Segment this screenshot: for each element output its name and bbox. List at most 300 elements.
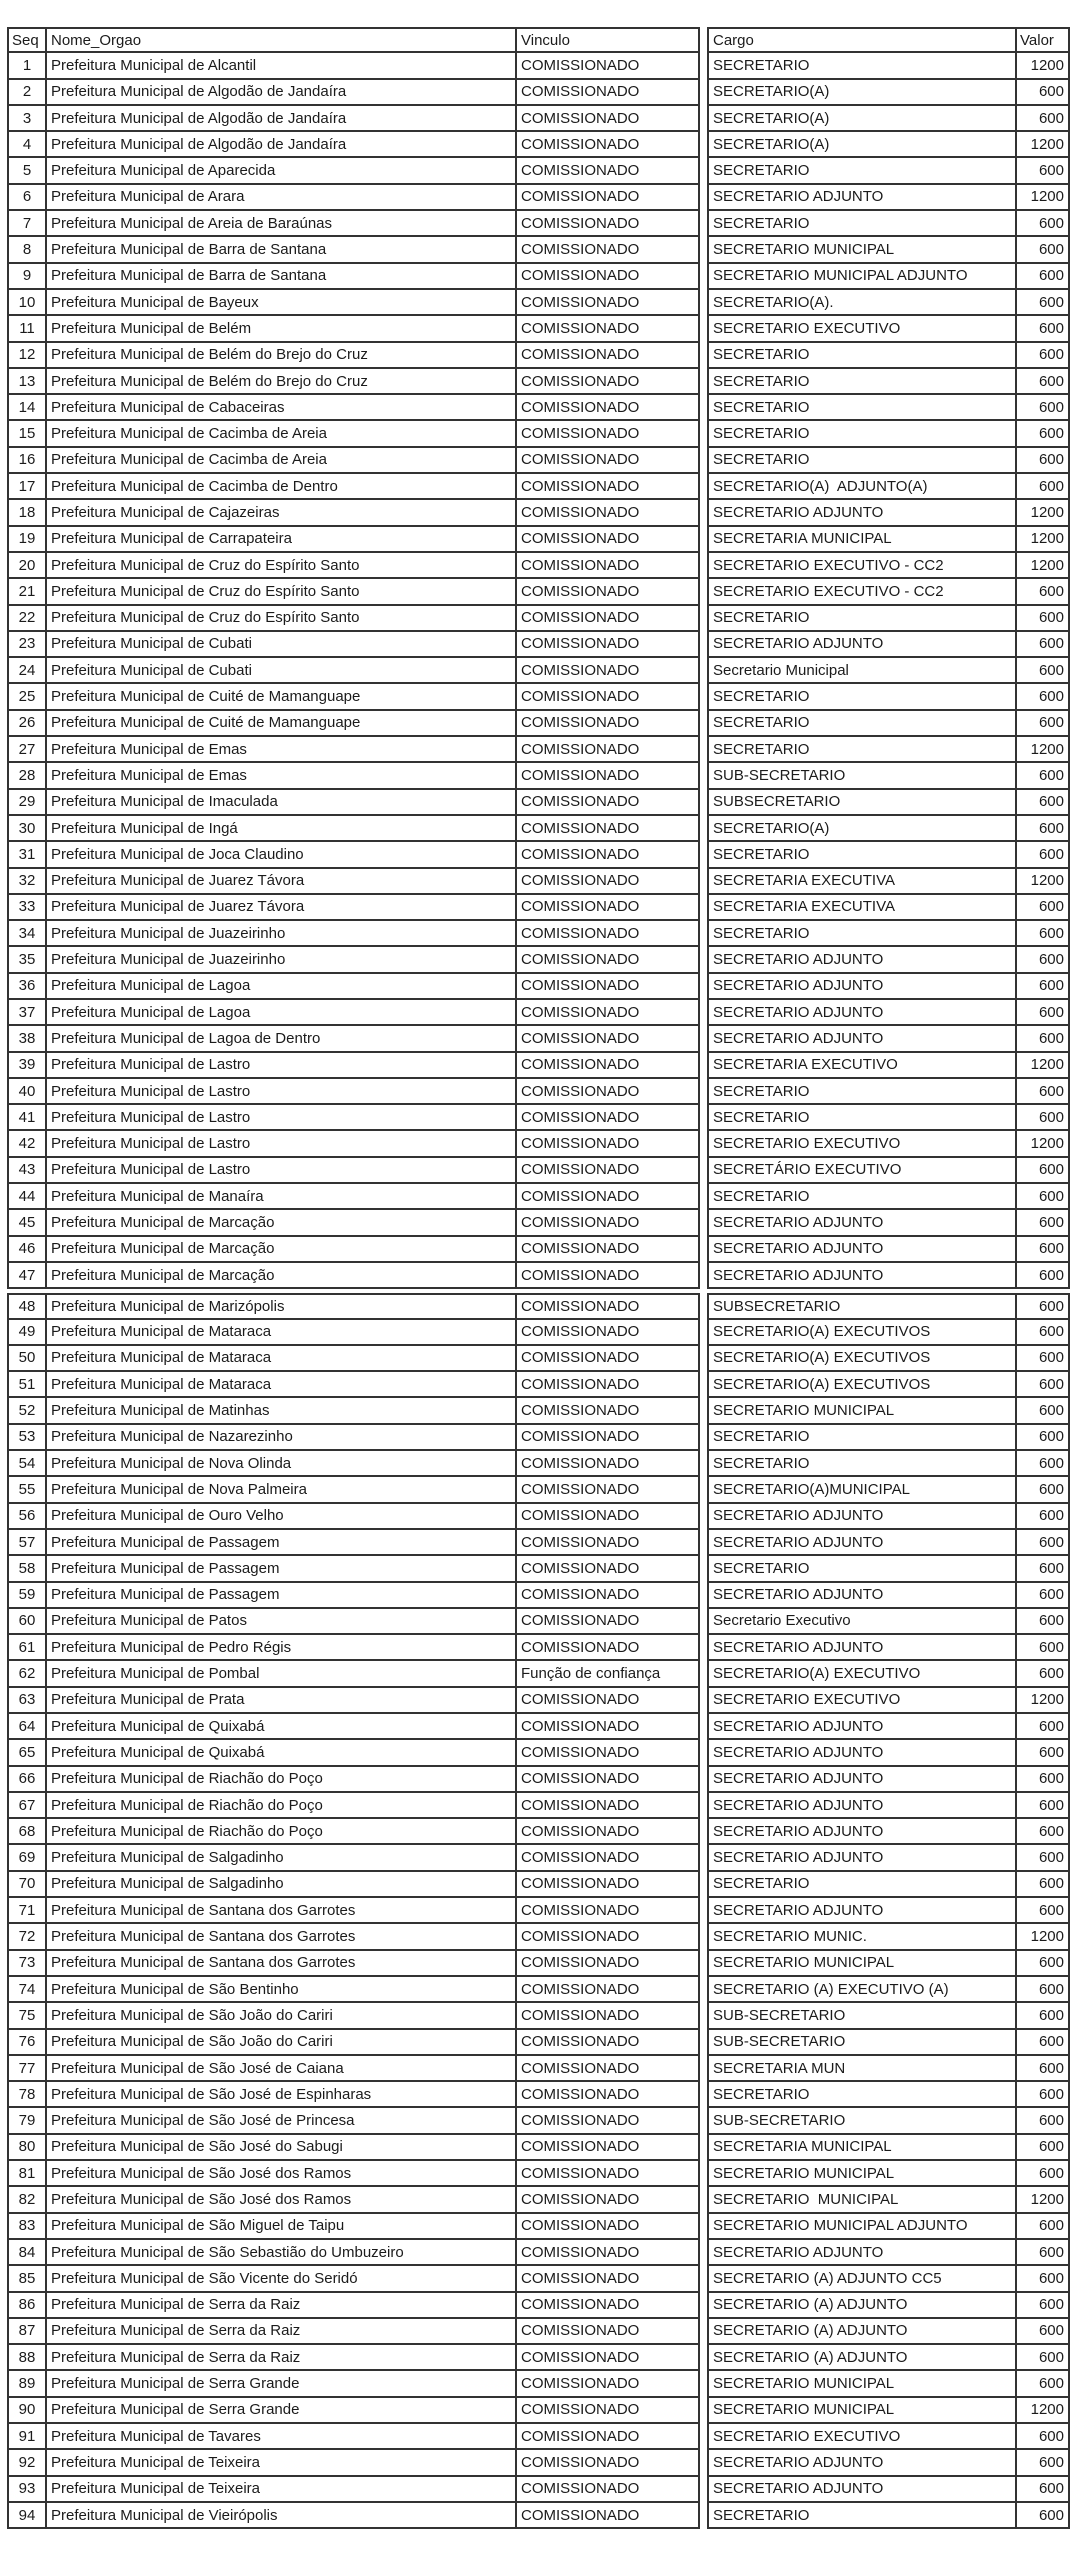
seq-cell: 18 [7,500,45,526]
nome-orgao-cell: Prefeitura Municipal de São Vicente do Seridó [45,2266,515,2292]
seq-cell: 79 [7,2108,45,2134]
cargo-cell: SECRETARIO ADJUNTO [707,974,1015,1000]
cargo-cell: SECRETARIO ADJUNTO [707,1000,1015,1026]
column-gap [700,1924,707,1950]
vinculo-cell: COMISSIONADO [515,1898,700,1924]
table-row [7,1026,1070,1052]
column-gap [700,658,707,684]
column-gap [700,1346,707,1372]
seq-cell: 94 [7,2503,45,2529]
nome-orgao-cell: Prefeitura Municipal de São Sebastião do Umbuzeiro [45,2240,515,2266]
table-row [7,1688,1070,1714]
cargo-cell: SECRETARIO ADJUNTO [707,1530,1015,1556]
column-gap [700,2187,707,2213]
table-row [7,1898,1070,1924]
column-gap [700,1767,707,1793]
table-row [7,1263,1070,1289]
valor-cell: 600 [1015,2135,1070,2161]
vinculo-cell: COMISSIONADO [515,1372,700,1398]
vinculo-cell: COMISSIONADO [515,1320,700,1346]
valor-cell: 600 [1015,658,1070,684]
valor-cell: 600 [1015,474,1070,500]
cargo-cell: SECRETARIO ADJUNTO [707,2240,1015,2266]
col-header-vinculo: Vinculo [515,27,700,53]
seq-cell: 61 [7,1635,45,1661]
nome-orgao-cell: Prefeitura Municipal de Serra da Raiz [45,2319,515,2345]
cargo-cell: SECRETARIA MUN [707,2056,1015,2082]
column-gap [700,842,707,868]
seq-cell: 84 [7,2240,45,2266]
valor-cell: 600 [1015,2056,1070,2082]
vinculo-cell: COMISSIONADO [515,185,700,211]
table-row [7,974,1070,1000]
nome-orgao-cell: Prefeitura Municipal de Riachão do Poço [45,1793,515,1819]
valor-cell: 600 [1015,2082,1070,2108]
table-row [7,1477,1070,1503]
cargo-cell: SECRETARIO ADJUNTO [707,1793,1015,1819]
seq-cell: 92 [7,2450,45,2476]
vinculo-cell: COMISSIONADO [515,1951,700,1977]
cargo-cell: SECRETARIO [707,2503,1015,2529]
valor-cell: 600 [1015,316,1070,342]
nome-orgao-cell: Prefeitura Municipal de Ingá [45,816,515,842]
seq-cell: 68 [7,1819,45,1845]
column-gap [700,711,707,737]
vinculo-cell: COMISSIONADO [515,369,700,395]
cargo-cell: SECRETARIA EXECUTIVO [707,1053,1015,1079]
vinculo-cell: COMISSIONADO [515,2082,700,2108]
column-gap [700,2056,707,2082]
col-header-nome-orgao: Nome_Orgao [45,27,515,53]
table-row [7,1079,1070,1105]
seq-cell: 28 [7,763,45,789]
column-gap [700,2240,707,2266]
nome-orgao-cell: Prefeitura Municipal de Imaculada [45,790,515,816]
cargo-cell: SUB-SECRETARIO [707,2108,1015,2134]
column-gap [700,632,707,658]
cargo-cell: SECRETARIO [707,1184,1015,1210]
valor-cell: 600 [1015,1000,1070,1026]
valor-cell: 600 [1015,816,1070,842]
seq-cell: 48 [7,1293,45,1319]
seq-cell: 77 [7,2056,45,2082]
vinculo-cell: COMISSIONADO [515,763,700,789]
column-gap [700,1053,707,1079]
nome-orgao-cell: Prefeitura Municipal de Emas [45,763,515,789]
vinculo-cell: COMISSIONADO [515,842,700,868]
valor-cell: 600 [1015,1583,1070,1609]
seq-cell: 89 [7,2371,45,2397]
nome-orgao-cell: Prefeitura Municipal de Lastro [45,1079,515,1105]
cargo-cell: SECRETARIO (A) ADJUNTO CC5 [707,2266,1015,2292]
valor-cell: 600 [1015,1977,1070,2003]
column-gap [700,2345,707,2371]
column-gap [700,1793,707,1819]
valor-cell: 600 [1015,711,1070,737]
vinculo-cell: COMISSIONADO [515,1635,700,1661]
seq-cell: 93 [7,2477,45,2503]
table-row [7,1819,1070,1845]
vinculo-cell: COMISSIONADO [515,1767,700,1793]
valor-cell: 1200 [1015,500,1070,526]
table-row [7,1293,1070,1319]
column-gap [700,579,707,605]
cargo-cell: SECRETARIO(A)MUNICIPAL [707,1477,1015,1503]
cargo-cell: SECRETARIO [707,395,1015,421]
cargo-cell: SECRETARIO ADJUNTO [707,1026,1015,1052]
nome-orgao-cell: Prefeitura Municipal de Juazeirinho [45,947,515,973]
seq-cell: 11 [7,316,45,342]
nome-orgao-cell: Prefeitura Municipal de Ouro Velho [45,1504,515,1530]
vinculo-cell: COMISSIONADO [515,579,700,605]
valor-cell: 600 [1015,369,1070,395]
seq-cell: 10 [7,290,45,316]
valor-cell: 600 [1015,1845,1070,1871]
nome-orgao-cell: Prefeitura Municipal de Passagem [45,1530,515,1556]
column-gap [700,2293,707,2319]
table-row [7,1451,1070,1477]
seq-cell: 13 [7,369,45,395]
seq-cell: 70 [7,1872,45,1898]
vinculo-cell: COMISSIONADO [515,106,700,132]
table-row [7,2398,1070,2424]
valor-cell: 600 [1015,1263,1070,1289]
column-gap [700,2135,707,2161]
seq-cell: 26 [7,711,45,737]
seq-cell: 62 [7,1661,45,1687]
table-row [7,842,1070,868]
seq-cell: 44 [7,1184,45,1210]
nome-orgao-cell: Prefeitura Municipal de Aparecida [45,158,515,184]
seq-cell: 91 [7,2424,45,2450]
seq-cell: 82 [7,2187,45,2213]
seq-cell: 69 [7,1845,45,1871]
nome-orgao-cell: Prefeitura Municipal de Riachão do Poço [45,1767,515,1793]
nome-orgao-cell: Prefeitura Municipal de Alcantil [45,53,515,79]
cargo-cell: SECRETARIO ADJUNTO [707,1740,1015,1766]
col-header-valor: Valor [1015,27,1070,53]
column-gap [700,448,707,474]
cargo-cell: SECRETARIO(A) EXECUTIVOS [707,1346,1015,1372]
vinculo-cell: COMISSIONADO [515,53,700,79]
seq-cell: 5 [7,158,45,184]
cargo-cell: SECRETARIO MUNICIPAL [707,2371,1015,2397]
valor-cell: 600 [1015,1898,1070,1924]
column-gap [700,80,707,106]
column-gap [700,921,707,947]
column-gap [700,2030,707,2056]
valor-cell: 1200 [1015,553,1070,579]
vinculo-cell: COMISSIONADO [515,1346,700,1372]
valor-cell: 600 [1015,1609,1070,1635]
valor-cell: 600 [1015,343,1070,369]
cargo-cell: SECRETARIO(A) EXECUTIVO [707,1661,1015,1687]
cargo-cell: SECRETARIO ADJUNTO [707,1767,1015,1793]
column-gap [700,1425,707,1451]
seq-cell: 40 [7,1079,45,1105]
cargo-cell: SECRETARIO ADJUNTO [707,185,1015,211]
nome-orgao-cell: Prefeitura Municipal de Barra de Santana [45,264,515,290]
table-row [7,1346,1070,1372]
valor-cell: 600 [1015,1451,1070,1477]
table-row [7,474,1070,500]
table-row [7,2345,1070,2371]
valor-cell: 600 [1015,290,1070,316]
nome-orgao-cell: Prefeitura Municipal de Juazeirinho [45,921,515,947]
seq-cell: 30 [7,816,45,842]
cargo-cell: SUBSECRETARIO [707,1293,1015,1319]
seq-cell: 60 [7,1609,45,1635]
valor-cell: 600 [1015,2003,1070,2029]
nome-orgao-cell: Prefeitura Municipal de Cruz do Espírito Santo [45,553,515,579]
column-gap [700,1320,707,1346]
valor-cell: 600 [1015,947,1070,973]
valor-cell: 1200 [1015,185,1070,211]
valor-cell: 600 [1015,1767,1070,1793]
valor-cell: 600 [1015,763,1070,789]
valor-cell: 600 [1015,211,1070,237]
vinculo-cell: COMISSIONADO [515,1714,700,1740]
column-gap [700,1477,707,1503]
cargo-cell: SECRETARIO EXECUTIVO - CC2 [707,553,1015,579]
vinculo-cell: COMISSIONADO [515,80,700,106]
cargo-cell: SECRETARIO ADJUNTO [707,1583,1015,1609]
vinculo-cell: COMISSIONADO [515,2266,700,2292]
table-row [7,237,1070,263]
cargo-cell: SECRETARIO [707,1872,1015,1898]
cargo-cell: SECRETARIO (A) ADJUNTO [707,2345,1015,2371]
seq-cell: 37 [7,1000,45,1026]
table-row [7,2319,1070,2345]
vinculo-cell: COMISSIONADO [515,474,700,500]
column-gap [700,606,707,632]
nome-orgao-cell: Prefeitura Municipal de Juarez Távora [45,869,515,895]
table-row [7,1131,1070,1157]
cargo-cell: SECRETARIO [707,606,1015,632]
nome-orgao-cell: Prefeitura Municipal de Mataraca [45,1320,515,1346]
seq-cell: 47 [7,1263,45,1289]
nome-orgao-cell: Prefeitura Municipal de Belém [45,316,515,342]
vinculo-cell: COMISSIONADO [515,1740,700,1766]
valor-cell: 600 [1015,421,1070,447]
valor-cell: 600 [1015,2319,1070,2345]
vinculo-cell: COMISSIONADO [515,2003,700,2029]
seq-cell: 81 [7,2161,45,2187]
nome-orgao-cell: Prefeitura Municipal de Nazarezinho [45,1425,515,1451]
cargo-cell: SECRETARIO ADJUNTO [707,500,1015,526]
seq-cell: 63 [7,1688,45,1714]
nome-orgao-cell: Prefeitura Municipal de Lastro [45,1158,515,1184]
table-row [7,1530,1070,1556]
valor-cell: 600 [1015,790,1070,816]
nome-orgao-cell: Prefeitura Municipal de Cuité de Mamanguape [45,684,515,710]
seq-cell: 86 [7,2293,45,2319]
vinculo-cell: COMISSIONADO [515,553,700,579]
valor-cell: 600 [1015,2450,1070,2476]
vinculo-cell: COMISSIONADO [515,2319,700,2345]
seq-cell: 52 [7,1398,45,1424]
table-row [7,2503,1070,2529]
table-row [7,421,1070,447]
column-gap [700,2319,707,2345]
table-row [7,1740,1070,1766]
seq-cell: 7 [7,211,45,237]
valor-cell: 1200 [1015,53,1070,79]
column-gap [700,2003,707,2029]
seq-cell: 54 [7,1451,45,1477]
seq-cell: 38 [7,1026,45,1052]
column-gap [700,1293,707,1319]
seq-cell: 56 [7,1504,45,1530]
table-row [7,106,1070,132]
valor-cell: 600 [1015,2371,1070,2397]
cargo-cell: SECRETARIO [707,1451,1015,1477]
table-row [7,2293,1070,2319]
nome-orgao-cell: Prefeitura Municipal de Teixeira [45,2477,515,2503]
column-gap [700,158,707,184]
nome-orgao-cell: Prefeitura Municipal de Quixabá [45,1714,515,1740]
vinculo-cell: COMISSIONADO [515,211,700,237]
valor-cell: 1200 [1015,869,1070,895]
valor-cell: 600 [1015,1210,1070,1236]
cargo-cell: SECRETARIO MUNICIPAL ADJUNTO [707,2214,1015,2240]
seq-cell: 22 [7,606,45,632]
valor-cell: 600 [1015,264,1070,290]
nome-orgao-cell: Prefeitura Municipal de São José dos Ramos [45,2161,515,2187]
table-row [7,1158,1070,1184]
vinculo-cell: COMISSIONADO [515,1263,700,1289]
vinculo-cell: COMISSIONADO [515,500,700,526]
seq-cell: 50 [7,1346,45,1372]
seq-cell: 6 [7,185,45,211]
cargo-cell: SECRETARIO [707,369,1015,395]
table-row [7,579,1070,605]
nome-orgao-cell: Prefeitura Municipal de Marcação [45,1263,515,1289]
valor-cell: 600 [1015,2240,1070,2266]
valor-cell: 600 [1015,1079,1070,1105]
valor-cell: 600 [1015,2108,1070,2134]
nome-orgao-cell: Prefeitura Municipal de Vieirópolis [45,2503,515,2529]
vinculo-cell: COMISSIONADO [515,1872,700,1898]
col-header-seq: Seq [7,27,45,53]
valor-cell: 600 [1015,1872,1070,1898]
vinculo-cell: COMISSIONADO [515,2056,700,2082]
seq-cell: 49 [7,1320,45,1346]
seq-cell: 80 [7,2135,45,2161]
cargo-cell: SECRETARIA MUNICIPAL [707,2135,1015,2161]
table-row [7,1504,1070,1530]
seq-cell: 51 [7,1372,45,1398]
column-gap [700,132,707,158]
nome-orgao-cell: Prefeitura Municipal de Cubati [45,632,515,658]
cargo-cell: SECRETARIO ADJUNTO [707,2477,1015,2503]
table-row [7,658,1070,684]
nome-orgao-cell: Prefeitura Municipal de Salgadinho [45,1845,515,1871]
valor-cell: 600 [1015,2503,1070,2529]
table-row [7,369,1070,395]
vinculo-cell: COMISSIONADO [515,1026,700,1052]
nome-orgao-cell: Prefeitura Municipal de Pombal [45,1661,515,1687]
table-row [7,2056,1070,2082]
valor-cell: 600 [1015,1556,1070,1582]
column-gap [700,1845,707,1871]
column-gap [700,2477,707,2503]
cargo-cell: SECRETARIO ADJUNTO [707,1898,1015,1924]
vinculo-cell: COMISSIONADO [515,1000,700,1026]
cargo-cell: SECRETÁRIO EXECUTIVO [707,1158,1015,1184]
valor-cell: 600 [1015,1635,1070,1661]
column-gap [700,264,707,290]
table-row [7,2214,1070,2240]
nome-orgao-cell: Prefeitura Municipal de Lagoa [45,1000,515,1026]
table-row [7,132,1070,158]
table-row [7,500,1070,526]
column-gap [700,1263,707,1289]
table-row [7,1237,1070,1263]
seq-cell: 14 [7,395,45,421]
valor-cell: 1200 [1015,132,1070,158]
table-row [7,290,1070,316]
seq-cell: 73 [7,1951,45,1977]
table-row [7,1661,1070,1687]
vinculo-cell: COMISSIONADO [515,895,700,921]
column-gap [700,1872,707,1898]
vinculo-cell: COMISSIONADO [515,395,700,421]
vinculo-cell: COMISSIONADO [515,737,700,763]
nome-orgao-cell: Prefeitura Municipal de Barra de Santana [45,237,515,263]
cargo-cell: SUB-SECRETARIO [707,763,1015,789]
cargo-cell: SECRETARIO (A) EXECUTIVO (A) [707,1977,1015,2003]
vinculo-cell: COMISSIONADO [515,2371,700,2397]
valor-cell: 600 [1015,842,1070,868]
vinculo-cell: COMISSIONADO [515,1079,700,1105]
cargo-cell: SECRETARIO(A). [707,290,1015,316]
cargo-cell: SECRETARIO [707,711,1015,737]
column-gap [700,763,707,789]
column-gap [700,1000,707,1026]
vinculo-cell: COMISSIONADO [515,947,700,973]
nome-orgao-cell: Prefeitura Municipal de Cacimba de Areia [45,448,515,474]
column-gap [700,2371,707,2397]
vinculo-cell: COMISSIONADO [515,1131,700,1157]
nome-orgao-cell: Prefeitura Municipal de Patos [45,1609,515,1635]
column-gap [700,1951,707,1977]
vinculo-cell: COMISSIONADO [515,2135,700,2161]
cargo-cell: SECRETARIO [707,343,1015,369]
nome-orgao-cell: Prefeitura Municipal de Bayeux [45,290,515,316]
seq-cell: 45 [7,1210,45,1236]
vinculo-cell: COMISSIONADO [515,1793,700,1819]
cargo-cell: SECRETARIO ADJUNTO [707,1237,1015,1263]
column-gap [700,1609,707,1635]
nome-orgao-cell: Prefeitura Municipal de Lastro [45,1131,515,1157]
column-gap [700,816,707,842]
table-row [7,2424,1070,2450]
valor-cell: 600 [1015,1504,1070,1530]
valor-cell: 600 [1015,1740,1070,1766]
seq-cell: 1 [7,53,45,79]
table-row [7,1583,1070,1609]
nome-orgao-cell: Prefeitura Municipal de Riachão do Poço [45,1819,515,1845]
table-row [7,2240,1070,2266]
valor-cell: 600 [1015,1184,1070,1210]
seq-cell: 9 [7,264,45,290]
cargo-cell: SECRETARIO MUNICIPAL ADJUNTO [707,264,1015,290]
vinculo-cell: COMISSIONADO [515,2108,700,2134]
column-gap [700,2424,707,2450]
seq-cell: 20 [7,553,45,579]
column-gap [700,2398,707,2424]
